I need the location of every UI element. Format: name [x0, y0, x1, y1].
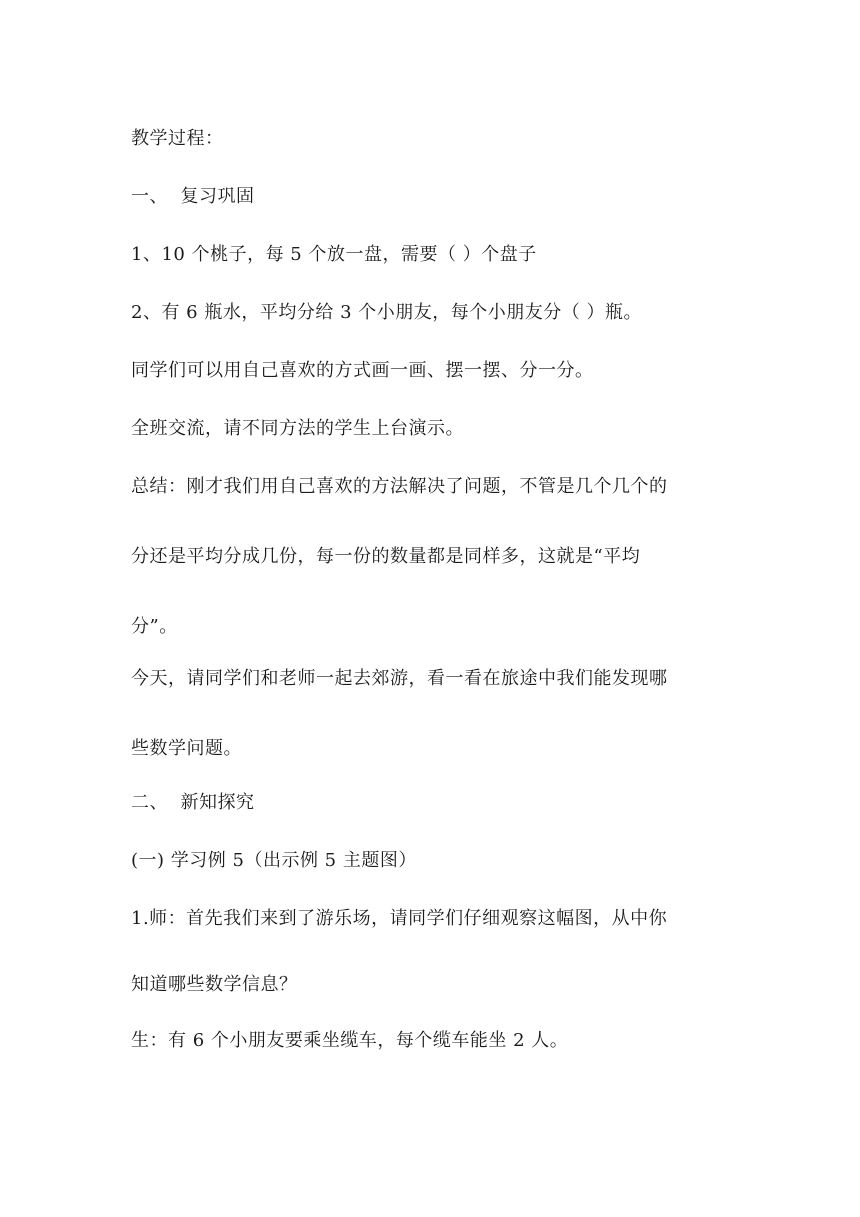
paragraph-class-exchange: 全班交流，请不同方法的学生上台演示。	[131, 418, 464, 439]
summary-line-2: 分还是平均分成几份，每一份的数量都是同样多，这就是“平均	[131, 546, 641, 567]
intro-line-2: 些数学问题。	[131, 738, 242, 759]
review-question-1: 1、10 个桃子，每 5 个放一盘，需要（ ）个盘子	[131, 244, 537, 265]
subsection-heading-example-5: (一) 学习例 5（出示例 5 主题图）	[131, 850, 417, 871]
summary-line-1: 总结：刚才我们用自己喜欢的方法解决了问题，不管是几个几个的	[131, 476, 668, 497]
section-heading-review: 一、 复习巩固	[131, 186, 255, 207]
summary-line-3: 分”。	[131, 616, 178, 637]
section-heading-teaching-process: 教学过程：	[131, 128, 224, 149]
teacher-line-2: 知道哪些数学信息？	[131, 974, 298, 995]
intro-line-1: 今天，请同学们和老师一起去郊游，看一看在旅途中我们能发现哪	[131, 668, 668, 689]
section-heading-new-knowledge: 二、 新知探究	[131, 792, 255, 813]
student-answer: 生：有 6 个小朋友要乘坐缆车，每个缆车能坐 2 人。	[131, 1030, 569, 1051]
review-question-2: 2、有 6 瓶水，平均分给 3 个小朋友，每个小朋友分（ ）瓶。	[131, 302, 642, 323]
teacher-line-1: 1.师：首先我们来到了游乐场，请同学们仔细观察这幅图，从中你	[131, 908, 668, 929]
paragraph-activity: 同学们可以用自己喜欢的方式画一画、摆一摆、分一分。	[131, 360, 594, 381]
